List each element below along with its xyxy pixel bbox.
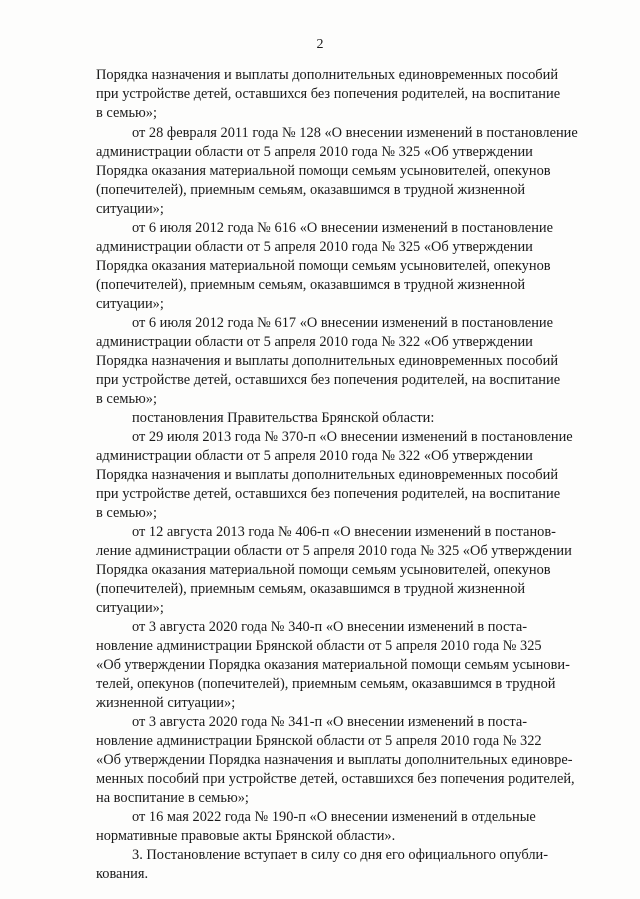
text-line: постановления Правительства Брянской области:: [132, 410, 435, 426]
text-line: от 16 мая 2022 года № 190-п «О внесении изменений в отдельные: [132, 809, 536, 825]
text-line: в семью»;: [96, 505, 157, 521]
text-line: в семью»;: [96, 105, 157, 121]
text-line: при устройстве детей, оставшихся без попечения родителей, на воспитание: [96, 372, 561, 388]
text-line: «Об утверждении Порядка назначения и выплаты дополнительных единовре-: [96, 752, 573, 768]
text-line: от 12 августа 2013 года № 406-п «О внесении изменений в постанов-: [132, 524, 556, 540]
text-line: (попечителей), приемным семьям, оказавшимся в трудной жизненной: [96, 581, 526, 597]
text-line: ситуации»;: [96, 296, 164, 312]
text-line: от 28 февраля 2011 года № 128 «О внесении изменений в постановление: [132, 125, 578, 141]
text-line: менных пособий при устройстве детей, оставшихся без попечения родителей,: [96, 771, 575, 787]
text-line: администрации области от 5 апреля 2010 года № 322 «Об утверждении: [96, 334, 533, 350]
text-line: новление администрации Брянской области от 5 апреля 2010 года № 325: [96, 638, 542, 654]
text-line: Порядка назначения и выплаты дополнительных единовременных пособий: [96, 353, 559, 369]
text-line: от 3 августа 2020 года № 341-п «О внесении изменений в поста-: [132, 714, 528, 730]
text-line: в семью»;: [96, 391, 157, 407]
text-line: ситуации»;: [96, 201, 164, 217]
text-line: ление администрации области от 5 апреля 2010 года № 325 «Об утверждении: [96, 543, 572, 559]
text-line: жизненной ситуации»;: [96, 695, 236, 711]
text-line: от 6 июля 2012 года № 617 «О внесении изменений в постановление: [132, 315, 553, 331]
text-line: на воспитание в семью»;: [96, 790, 249, 806]
text-line: Порядка оказания материальной помощи семьям усыновителей, опекунов: [96, 258, 551, 274]
text-line: при устройстве детей, оставшихся без попечения родителей, на воспитание: [96, 486, 561, 502]
text-line: от 6 июля 2012 года № 616 «О внесении изменений в постановление: [132, 220, 553, 236]
text-line: от 29 июля 2013 года № 370-п «О внесении изменений в постановление: [132, 429, 573, 445]
page-number: 2: [316, 37, 324, 52]
text-line: администрации области от 5 апреля 2010 года № 325 «Об утверждении: [96, 239, 533, 255]
text-line: 3. Постановление вступает в силу со дня его официального опубли-: [132, 847, 549, 863]
text-line: (попечителей), приемным семьям, оказавшимся в трудной жизненной: [96, 277, 526, 293]
text-line: новление администрации Брянской области от 5 апреля 2010 года № 322: [96, 733, 542, 749]
text-line: Порядка назначения и выплаты дополнительных единовременных пособий: [96, 67, 559, 83]
text-line: Порядка оказания материальной помощи семьям усыновителей, опекунов: [96, 163, 551, 179]
text-line: Порядка оказания материальной помощи семьям усыновителей, опекунов: [96, 562, 551, 578]
text-line: кования.: [96, 866, 149, 882]
text-line: администрации области от 5 апреля 2010 года № 322 «Об утверждении: [96, 448, 533, 464]
text-line: «Об утверждении Порядка оказания материальной помощи семьям усынови-: [96, 657, 570, 673]
text-line: нормативные правовые акты Брянской области».: [96, 828, 396, 844]
text-line: Порядка назначения и выплаты дополнительных единовременных пособий: [96, 467, 559, 483]
text-line: телей, опекунов (попечителей), приемным семьям, оказавшимся в трудной: [96, 676, 556, 692]
text-line: администрации области от 5 апреля 2010 года № 325 «Об утверждении: [96, 144, 533, 160]
text-line: ситуации»;: [96, 600, 164, 616]
text-line: (попечителей), приемным семьям, оказавшимся в трудной жизненной: [96, 182, 526, 198]
text-line: от 3 августа 2020 года № 340-п «О внесении изменений в поста-: [132, 619, 528, 635]
text-line: при устройстве детей, оставшихся без попечения родителей, на воспитание: [96, 86, 561, 102]
